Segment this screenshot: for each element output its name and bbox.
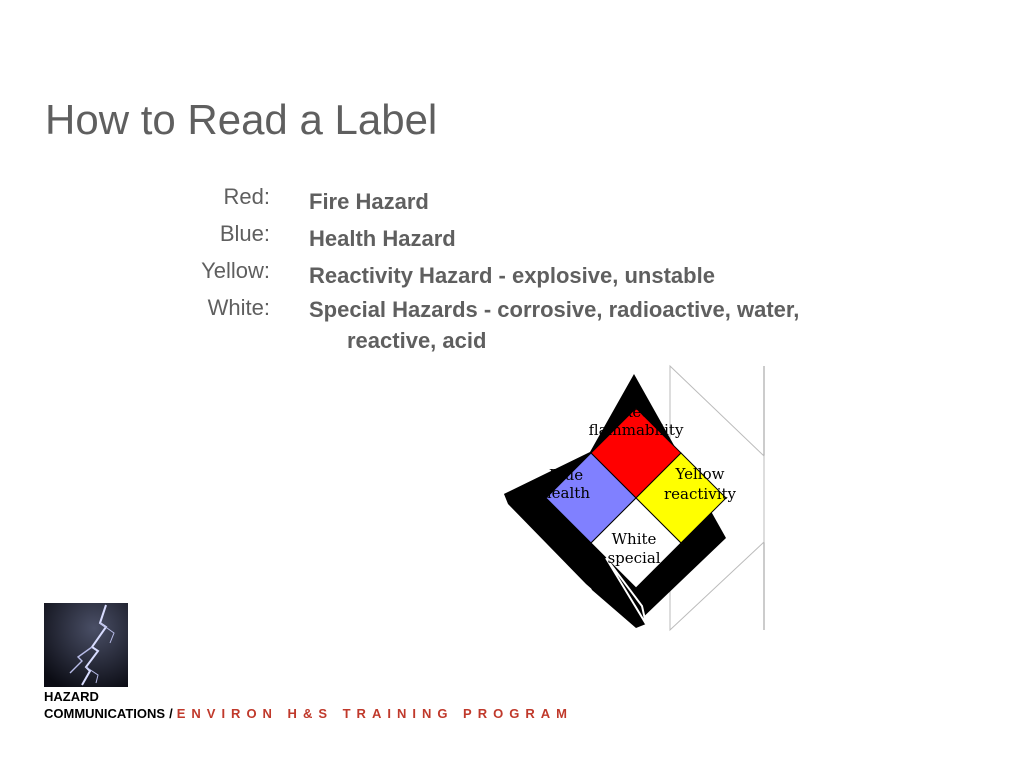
- legend-value-white: [309, 294, 899, 356]
- page-title: How to Read a Label: [45, 96, 438, 143]
- footer-hazard-communications: COMMUNICATIONS: [44, 706, 166, 721]
- footer-line-1: HAZARD: [44, 689, 99, 704]
- diamond-white-label-2: special: [607, 549, 661, 567]
- legend-value-white-line1: Special Hazards - corrosive, radioactive, water,: [309, 297, 800, 322]
- footer-separator: /: [169, 706, 173, 721]
- legend-key-white: White:: [207, 295, 270, 320]
- diamond-yellow-label-1: Yellow: [675, 465, 725, 483]
- diamond-yellow-label-2: reactivity: [664, 485, 736, 503]
- footer-line-2: [44, 705, 573, 722]
- diamond-white-label-1: White: [611, 530, 657, 548]
- diamond-blue-label-2: health: [542, 484, 590, 502]
- legend-key-red: Red:: [223, 184, 270, 209]
- legend-value-yellow: Reactivity Hazard - explosive, unstable: [309, 263, 715, 288]
- legend-key-yellow: Yellow:: [201, 258, 270, 283]
- diamond-red-label-2: flammability: [588, 421, 684, 439]
- legend-value-red: Fire Hazard: [309, 189, 429, 214]
- diamond-red-label-1: Red: [621, 403, 651, 421]
- nfpa-diamond-figure: [496, 362, 772, 634]
- footer: [44, 688, 573, 722]
- lightning-icon: [44, 603, 128, 687]
- footer-program-name: ENVIRON H&S TRAINING PROGRAM: [176, 706, 573, 721]
- legend-value-blue: Health Hazard: [309, 226, 456, 251]
- legend-key-blue: Blue:: [219, 221, 270, 246]
- lightning-logo: [44, 603, 128, 687]
- legend-value-white-line2: reactive, acid: [347, 328, 487, 353]
- diamond-blue-label-1: Blue: [548, 466, 584, 484]
- nfpa-diamond-svg: [496, 362, 772, 634]
